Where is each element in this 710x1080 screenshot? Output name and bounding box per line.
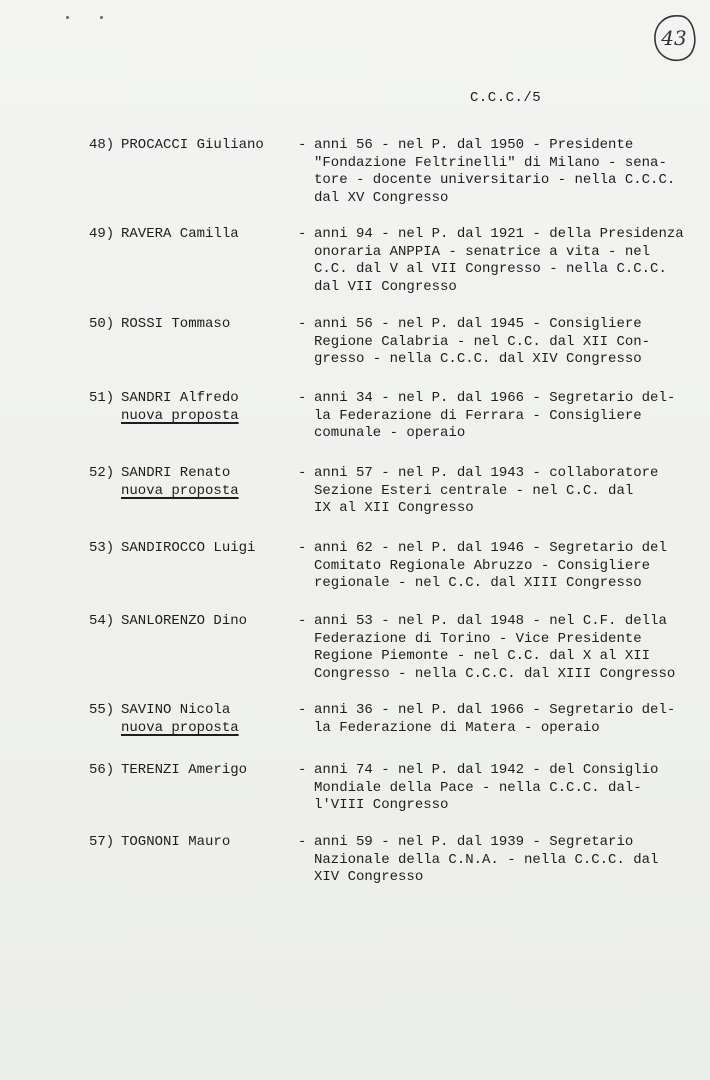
entry-number: 51): [89, 390, 115, 406]
entry-name: SANDRI Alfredo: [121, 390, 239, 406]
description-line: [298, 279, 690, 297]
entry-description: [298, 316, 690, 369]
description-text: onoraria ANPPIA - senatrice a vita - nel: [314, 243, 651, 260]
page-reference: C.C.C./5: [470, 90, 542, 106]
description-line: [298, 351, 690, 369]
entry-name: RAVERA Camilla: [121, 226, 239, 242]
description-text: Comitato Regionale Abruzzo - Consigliere: [314, 557, 651, 574]
entry-name: SANDRI Renato: [121, 465, 231, 481]
entry-description: [298, 613, 690, 683]
description-line: [298, 316, 690, 334]
description-line: [298, 558, 690, 576]
description-text: la Federazione di Ferrara - Consigliere: [314, 407, 642, 424]
circled-number-icon: [650, 10, 698, 66]
description-text: IX al XII Congresso: [314, 500, 474, 516]
description-line: [298, 137, 690, 155]
description-text: anni 74 - nel P. dal 1942 - del Consiglio: [314, 762, 659, 778]
entry-name: PROCACCI Giuliano: [121, 137, 264, 153]
bullet-dash: -: [298, 613, 307, 629]
description-line: [298, 720, 690, 738]
entry-name: TOGNONI Mauro: [121, 834, 231, 850]
description-text: Regione Calabria - nel C.C. dal XII Con-: [314, 333, 651, 350]
description-line: [298, 762, 690, 780]
description-text: gresso - nella C.C.C. dal XIV Congresso: [314, 351, 642, 367]
speck-mark: [66, 16, 69, 19]
description-line: [298, 390, 690, 408]
description-text: Congresso - nella C.C.C. dal XIII Congresso: [314, 665, 676, 682]
description-line: [298, 172, 690, 190]
description-line: [298, 244, 690, 262]
description-text: anni 59 - nel P. dal 1939 - Segretario: [314, 834, 634, 850]
description-line: [298, 190, 690, 208]
entry-description: [298, 226, 690, 296]
entry-number: 53): [89, 540, 115, 556]
new-proposal-label: nuova proposta: [121, 482, 239, 499]
entry-description: [298, 137, 690, 207]
entry-name: TERENZI Amerigo: [121, 762, 248, 778]
description-text: la Federazione di Matera - operaio: [314, 719, 600, 736]
description-line: [298, 797, 690, 815]
entry-number: 50): [89, 316, 115, 332]
description-line: [298, 465, 690, 483]
entry-name: SAVINO Nicola: [121, 702, 231, 718]
new-proposal-label: nuova proposta: [121, 719, 239, 736]
description-line: [298, 834, 690, 852]
description-line: [298, 869, 690, 887]
entry-name: SANDIROCCO Luigi: [121, 540, 256, 556]
entry-description: [298, 762, 690, 815]
description-text: anni 53 - nel P. dal 1948 - nel C.F. della: [314, 613, 667, 629]
entry-description: [298, 702, 690, 737]
description-line: [298, 425, 690, 443]
new-proposal-label: nuova proposta: [121, 407, 239, 424]
entry-number: 57): [89, 834, 115, 850]
stamp-number: 43: [661, 26, 687, 50]
description-text: Mondiale della Pace - nella C.C.C. dal-: [314, 779, 642, 796]
description-line: [298, 500, 690, 518]
description-text: C.C. dal V al VII Congresso - nella C.C.C.: [314, 261, 667, 277]
description-text: anni 94 - nel P. dal 1921 - della Presidenza: [314, 226, 684, 242]
entry-name: ROSSI Tommaso: [121, 316, 231, 332]
bullet-dash: -: [298, 762, 307, 778]
entry-name: SANLORENZO Dino: [121, 613, 248, 629]
entry-number: 49): [89, 226, 115, 242]
entry-description: [298, 465, 690, 518]
description-text: anni 36 - nel P. dal 1966 - Segretario del-: [314, 702, 676, 718]
description-line: [298, 613, 690, 631]
description-line: [298, 334, 690, 352]
description-text: Regione Piemonte - nel C.C. dal X al XII: [314, 648, 651, 664]
description-text: "Fondazione Feltrinelli" di Milano - sena-: [314, 154, 667, 171]
bullet-dash: -: [298, 316, 307, 332]
description-line: [298, 540, 690, 558]
description-text: anni 62 - nel P. dal 1946 - Segretario del: [314, 540, 667, 556]
handwritten-page-number-stamp: [650, 10, 698, 66]
entry-description: [298, 834, 690, 887]
entry-number: 55): [89, 702, 115, 718]
description-line: [298, 483, 690, 501]
bullet-dash: -: [298, 540, 307, 556]
bullet-dash: -: [298, 226, 307, 242]
entry-number: 54): [89, 613, 115, 629]
description-text: Federazione di Torino - Vice Presidente: [314, 630, 642, 647]
description-line: [298, 155, 690, 173]
description-text: anni 34 - nel P. dal 1966 - Segretario del-: [314, 390, 676, 406]
description-line: [298, 408, 690, 426]
description-text: anni 57 - nel P. dal 1943 - collaboratore: [314, 465, 659, 481]
entry-number: 56): [89, 762, 115, 778]
description-line: [298, 631, 690, 649]
description-line: [298, 780, 690, 798]
description-line: [298, 261, 690, 279]
entry-description: [298, 540, 690, 593]
description-text: Sezione Esteri centrale - nel C.C. dal: [314, 482, 634, 499]
description-line: [298, 702, 690, 720]
description-text: anni 56 - nel P. dal 1945 - Consigliere: [314, 316, 642, 332]
description-text: Nazionale della C.N.A. - nella C.C.C. dal: [314, 851, 659, 868]
entry-description: [298, 390, 690, 443]
bullet-dash: -: [298, 834, 307, 850]
description-text: dal VII Congresso: [314, 278, 457, 295]
description-line: [298, 575, 690, 593]
description-text: XIV Congresso: [314, 869, 424, 885]
description-line: [298, 226, 690, 244]
bullet-dash: -: [298, 137, 307, 153]
description-text: comunale - operaio: [314, 425, 466, 441]
description-text: regionale - nel C.C. dal XIII Congresso: [314, 575, 642, 591]
description-text: dal XV Congresso: [314, 189, 449, 206]
entry-number: 48): [89, 137, 115, 153]
bullet-dash: -: [298, 465, 307, 481]
bullet-dash: -: [298, 390, 307, 406]
description-line: [298, 666, 690, 684]
entry-number: 52): [89, 465, 115, 481]
description-text: l'VIII Congresso: [314, 797, 449, 813]
description-line: [298, 648, 690, 666]
description-text: anni 56 - nel P. dal 1950 - Presidente: [314, 137, 634, 153]
speck-mark: [100, 16, 103, 19]
description-text: tore - docente universitario - nella C.C.C.: [314, 172, 676, 188]
bullet-dash: -: [298, 702, 307, 718]
description-line: [298, 852, 690, 870]
